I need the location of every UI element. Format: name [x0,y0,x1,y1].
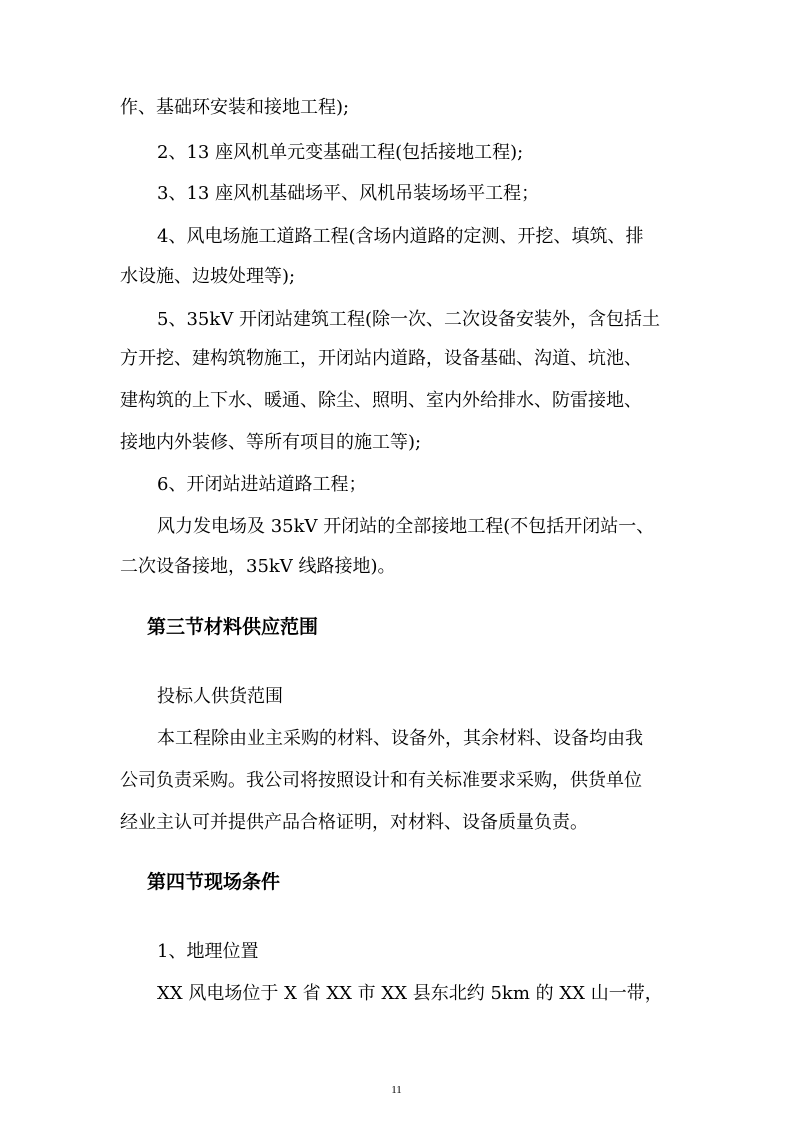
list-item: 6、开闭站进站道路工程； [157,474,367,495]
list-item: 3、13 座风机基础场平、风机吊装场场平工程； [157,183,540,204]
list-item: 5、35kV 开闭站建筑工程(除一次、二次设备安装外，含包括土 [157,309,661,330]
section-heading: 第三节材料供应范围 [147,616,319,638]
page-number: 11 [391,1084,402,1096]
list-item: 2、13 座风机单元变基础工程(包括接地工程); [157,142,524,163]
body-line: 方开挖、建构筑物施工，开闭站内道路，设备基础、沟道、坑池、 [120,348,642,369]
section-heading: 第四节现场条件 [147,871,281,893]
body-line: 风力发电场及 35kV 开闭站的全部接地工程(不包括开闭站一、 [157,516,655,537]
body-line: 本工程除由业主采购的材料、设备外，其余材料、设备均由我 [157,728,643,749]
subheading: 1、地理位置 [157,941,259,962]
list-item: 4、风电场施工道路工程(含场内道路的定测、开挖、填筑、排 [157,226,644,247]
body-line: XX 风电场位于 X 省 XX 市 XX 县东北约 5km 的 XX 山一带， [157,983,663,1004]
body-line: 二次设备接地，35kV 线路接地)。 [120,556,396,577]
body-line: 建构筑的上下水、暖通、除尘、照明、室内外给排水、防雷接地、 [120,390,642,411]
body-line: 水设施、边坡处理等); [120,266,296,287]
subheading: 投标人供货范围 [157,686,283,707]
body-line: 接地内外装修、等所有项目的施工等); [120,432,422,453]
body-line: 公司负责采购。我公司将按照设计和有关标准要求采购，供货单位 [120,770,642,791]
body-line: 作、基础环安装和接地工程); [120,97,350,118]
body-line: 经业主认可并提供产品合格证明，对材料、设备质量负责。 [120,812,588,833]
